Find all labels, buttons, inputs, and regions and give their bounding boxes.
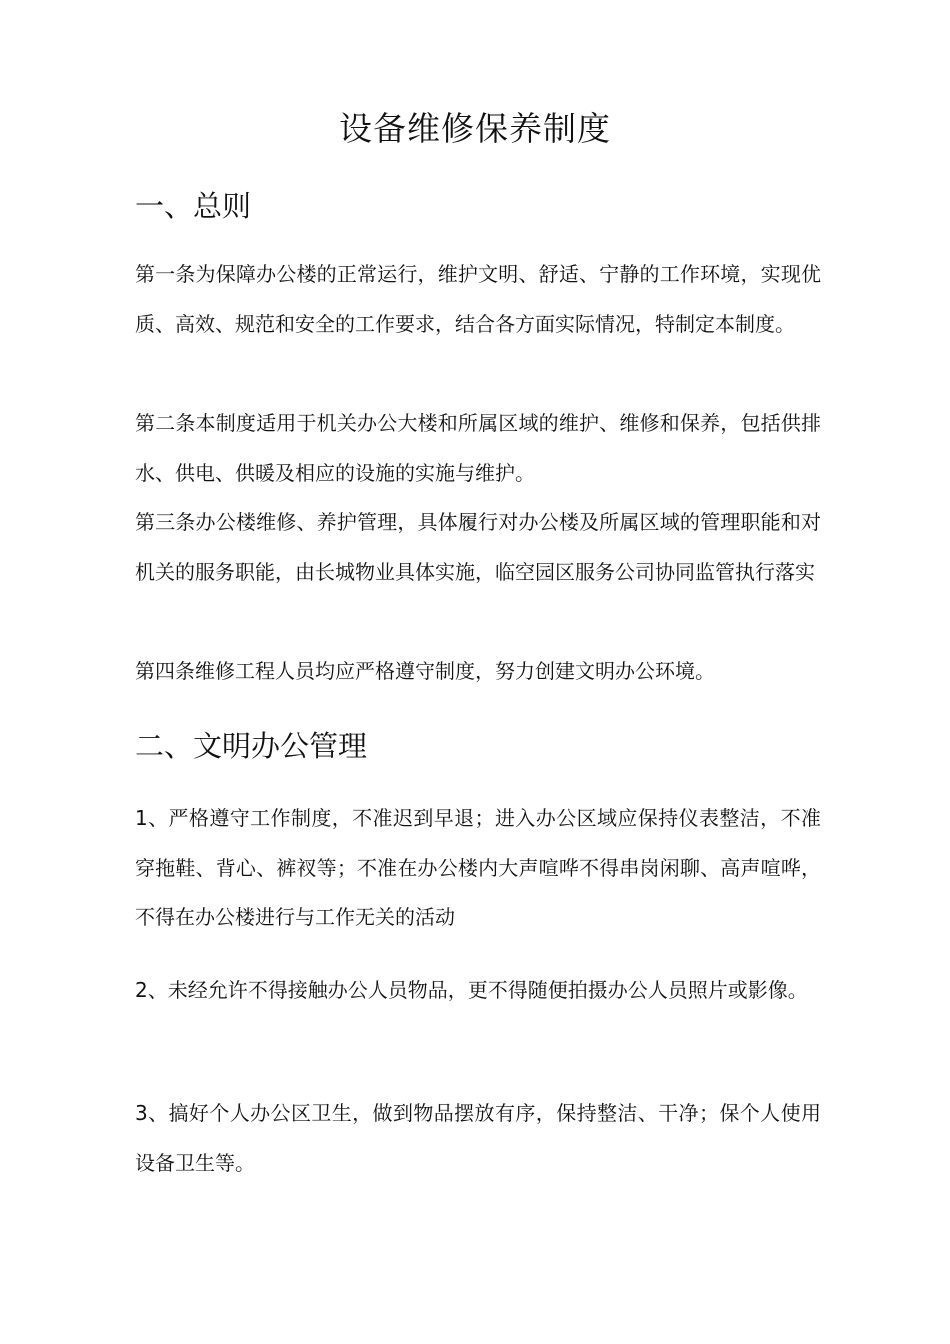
list-item-1: 1、严格遵守工作制度，不准迟到早退；进入办公区域应保持仪表整洁，不准穿拖鞋、背心、裤衩等；不准在办公楼内大声喧哗不得串岗闲聊、高声喧哗，不得在办公楼进行与工作无关的活动 [135, 806, 821, 929]
list-item-2: 2、未经允许不得接触办公人员物品，更不得随便拍摄办公人员照片或影像。 [135, 978, 808, 1002]
paragraph-article-4: 第四条维修工程人员均应严格遵守制度，努力创建文明办公环境。 [135, 659, 715, 683]
list-item-3: 3、搞好个人办公区卫生，做到物品摆放有序，保持整洁、干净；保个人使用设备卫生等。 [135, 1101, 821, 1175]
paragraph-article-3: 第三条办公楼维修、养护管理，具体履行对办公楼及所属区域的管理职能和对机关的服务职能，由长城物业具体实施，临空园区服务公司协同监管执行落实 [135, 510, 821, 584]
document-title: 设备维修保养制度 [339, 109, 611, 148]
section-heading-general: 一、总则 [135, 189, 252, 223]
section-heading-civilized-office: 二、文明办公管理 [135, 729, 368, 763]
paragraph-article-2: 第二条本制度适用于机关办公大楼和所属区域的维护、维修和保养，包括供排水、供电、供暖及相应的设施的实施与维护。 [135, 411, 821, 485]
paragraph-article-1: 第一条为保障办公楼的正常运行，维护文明、舒适、宁静的工作环境，实现优质、高效、规范和安全的工作要求，结合各方面实际情况，特制定本制度。 [135, 262, 821, 336]
